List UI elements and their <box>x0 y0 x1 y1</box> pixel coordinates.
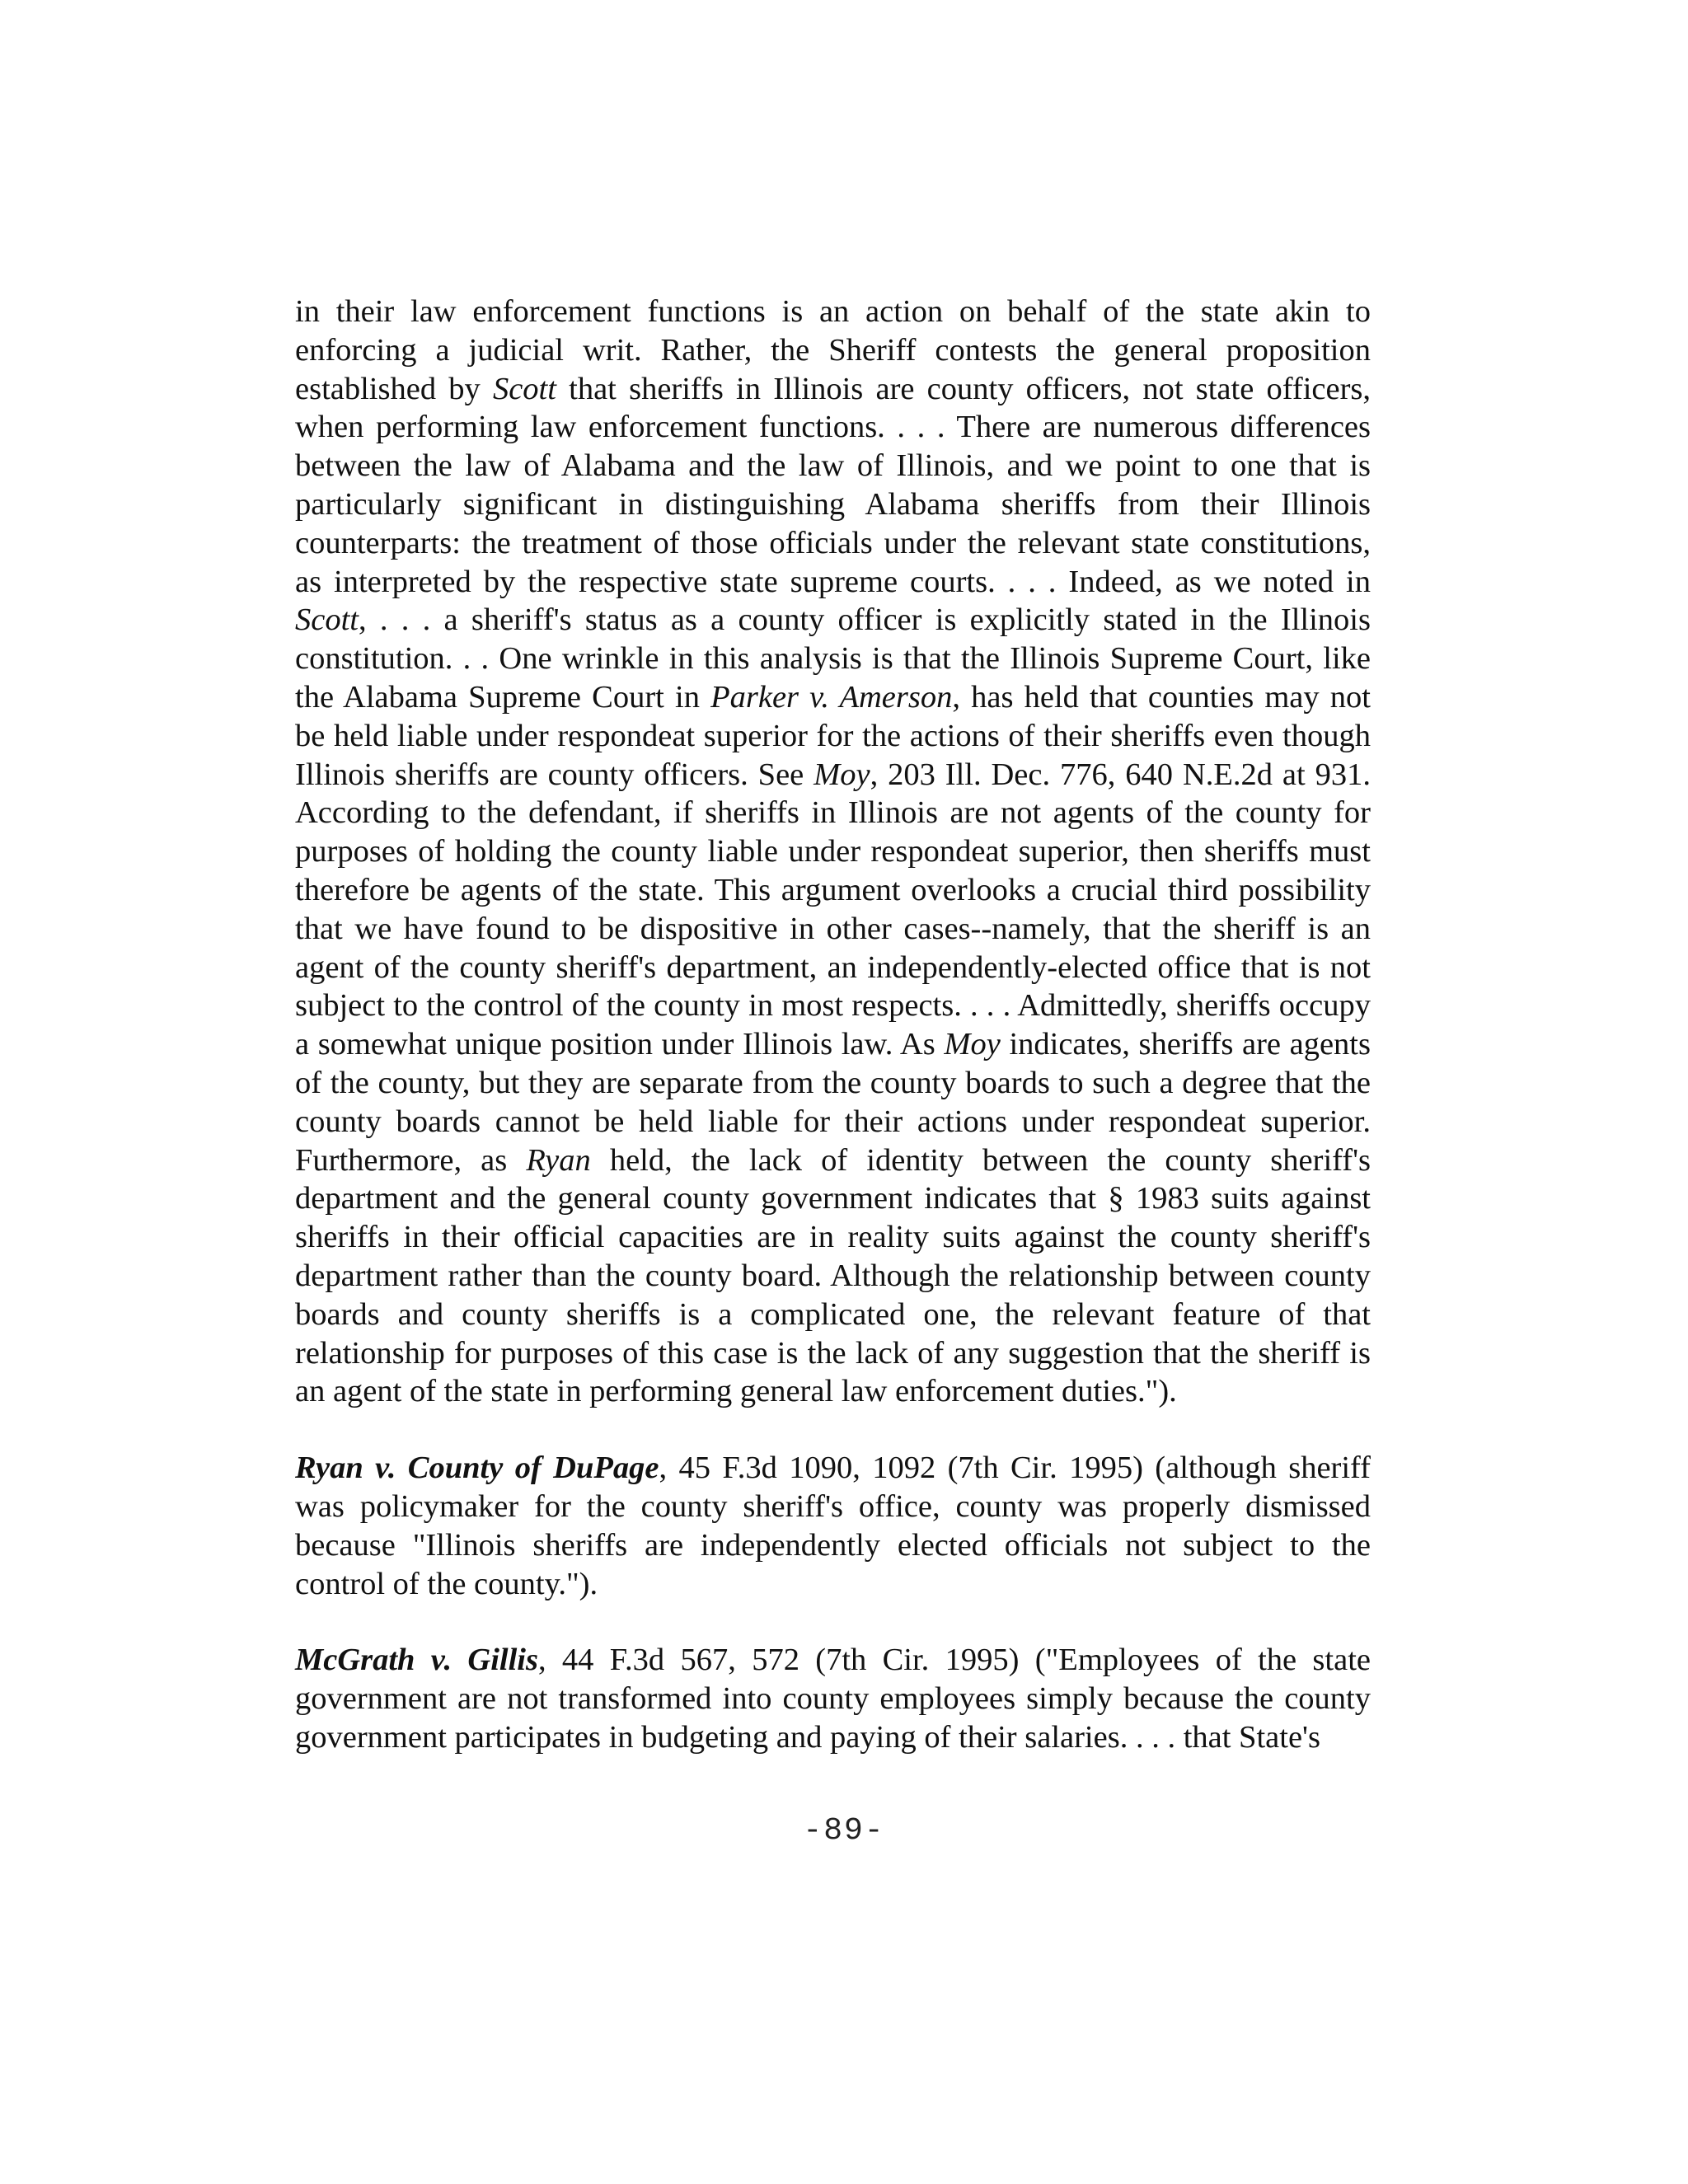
body-text: , has held that counties may not be held liable under respondeat superior for the actions of their sheriffs even though Illinois sheriffs are county officers. See <box>295 679 1371 792</box>
body-text: in their law enforcement functions is an action on behalf of the state akin to enforcing a judicial writ. Rather, the Sheriff contests the general proposition established by <box>295 294 1371 406</box>
italic-citation: Moy <box>814 757 870 792</box>
body-text: , 203 Ill. Dec. 776, 640 N.E.2d at 931. According to the defendant, if sheriffs in Illinois are not agents of the county for purposes of holding the county liable under respondeat superior, then sheriffs must therefore be agents of the state. This argument overlooks a crucial third possibility that we have found to be dispositive in other cases--namely, that the sheriff is an agent of the county sheriff's department, an independently-elected office that is not subject to the control of the county in most respects. . . . Admittedly, sheriffs occupy a somewhat unique position under Illinois law. As <box>295 757 1371 1062</box>
paragraph-ryan-v-county-of-dupage <box>295 1449 1371 1603</box>
body-text: that sheriffs in Illinois are county officers, not state officers, when performing law enforcement functions. . . . There are numerous differences between the law of Alabama and the law of Illinois, and we point to one that is particularly significant in distinguishing Alabama sheriffs from their Illinois counterparts: the treatment of those officials under the relevant state constitutions, as interpreted by the respective state supreme courts. . . . Indeed, as we noted in <box>295 371 1371 599</box>
italic-citation: Scott <box>295 602 359 638</box>
paragraph-mcgrath-v-gillis <box>295 1641 1371 1756</box>
page-number: -89- <box>803 1813 885 1849</box>
document-body <box>295 293 1371 1757</box>
italic-citation: Parker v. Amerson <box>710 679 953 715</box>
body-text: , 44 F.3d 567, 572 (7th Cir. 1995) ("Employees of the state government are not transformed into county employees simply because the county government participates in budgeting and paying of their salaries. . . . that State's <box>295 1643 1371 1755</box>
paragraph-quotation-continuation <box>295 293 1371 1411</box>
case-name: McGrath v. Gillis <box>295 1643 538 1678</box>
body-text: , 45 F.3d 1090, 1092 (7th Cir. 1995) (although sheriff was policymaker for the county sheriff's office, county was properly dismissed because "Illinois sheriffs are independently elected officials not subject to the control of the county."). <box>295 1451 1371 1601</box>
body-text: , . . . a sheriff's status as a county officer is explicitly stated in the Illinois constitution. . . One wrinkle in this analysis is that the Illinois Supreme Court, like the Alabama Supreme Court in <box>295 602 1371 715</box>
italic-citation: Moy <box>944 1027 1001 1062</box>
body-text: held, the lack of identity between the county sheriff's department and the general county government indicates that § 1983 suits against sheriffs in their official capacities are in reality suits against the county sheriff's department rather than the county board. Although the relationship between county boards and county sheriffs is a complicated one, the relevant feature of that relationship for purposes of this case is the lack of any suggestion that the sheriff is an agent of the state in performing general law enforcement duties."). <box>295 1142 1371 1409</box>
italic-citation: Ryan <box>526 1142 591 1178</box>
italic-citation: Scott <box>492 371 556 406</box>
body-text: indicates, sheriffs are agents of the county, but they are separate from the county boards to such a degree that the county boards cannot be held liable for their actions under respondeat superior. Furthermore, as <box>295 1027 1371 1178</box>
case-name: Ryan v. County of DuPage <box>295 1451 659 1486</box>
